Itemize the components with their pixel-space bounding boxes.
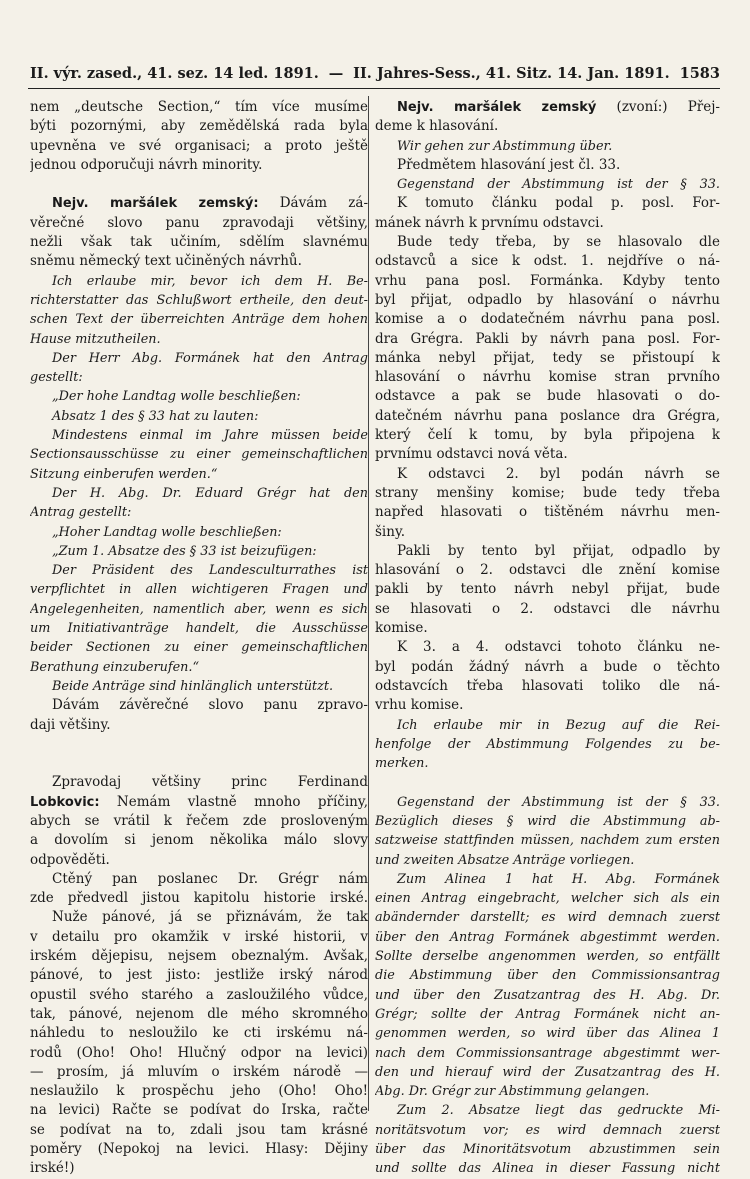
text-line — [375, 580, 720, 599]
text-line — [30, 1063, 368, 1082]
line-text: rodů (Oho! Oho! Hlučný odpor na levici) — [30, 1044, 368, 1061]
line-text: v detailu pro okamžik v irské historii, v — [30, 928, 368, 945]
line-text: opustil svého starého a zasloužilého vůdce, — [30, 986, 368, 1003]
line-text: Zum Alinea 1 hat H. Abg. Formánek — [397, 871, 720, 887]
text-line — [375, 98, 720, 117]
text-line — [30, 1005, 368, 1024]
line-text: Pakli by tento byl přijat, odpadlo by — [397, 542, 720, 559]
line-text: Ich erlaube mir in Bezug auf die Rei- — [397, 717, 720, 733]
text-line — [375, 638, 720, 657]
text-line — [30, 484, 368, 503]
line-text: Gegenstand der Abstimmung ist der § 33. — [397, 794, 720, 810]
line-text: Bezüglich dieses § wird die Abstimmung ab- — [375, 813, 720, 829]
text-line — [30, 1101, 368, 1120]
header-dash: — — [328, 64, 344, 82]
text-line — [375, 561, 720, 580]
text-line — [30, 503, 368, 522]
text-line — [30, 889, 368, 908]
line-text: verpflichtet in allen wichtigeren Fragen und — [30, 582, 368, 598]
line-text: Zpravodaj většiny princ Ferdinand — [52, 774, 368, 791]
line-text: Zum 2. Absatze liegt das gedruckte Mi- — [397, 1103, 720, 1119]
line-text: und sollte das Alinea in dieser Fassung nicht — [375, 1161, 720, 1177]
text-line — [30, 793, 368, 812]
line-text: prvnímu odstavci nová věta. — [375, 446, 568, 463]
line-text: irském dějepisu, nejsem obeznalým. Avšak, — [30, 948, 368, 965]
line-text: Sitzung einberufen werden.“ — [30, 466, 218, 482]
line-text: K odstavci 2. byl podán návrh se — [397, 465, 720, 482]
text-line — [375, 233, 720, 252]
line-text: odstavce a pak se bude hlasovati o do- — [375, 388, 720, 405]
text-line — [30, 291, 368, 310]
text-line — [30, 1159, 368, 1178]
text-line — [30, 214, 368, 233]
line-text: hlasování o návrhu komise stran prvního — [375, 369, 720, 386]
text-line — [375, 407, 720, 426]
text-line — [375, 716, 720, 735]
text-line — [375, 330, 720, 349]
line-text: Beide Anträge sind hinlänglich unterstützt. — [52, 678, 334, 694]
line-text: se podívat na to, zdali jsou tam krásné — [30, 1121, 368, 1138]
line-text: neslaužilo k prospěchu jeho (Oho! Oho! — [30, 1083, 368, 1100]
line-text: Mindestens einmal im Jahre müssen beide — [52, 428, 368, 444]
text-line — [375, 175, 720, 194]
line-text: sněmu německý text učiněných návrhů. — [30, 253, 302, 270]
line-text: nežli však tak učiním, sdělím slavnému — [30, 234, 368, 251]
header-german: II. Jahres-Sess., 41. Sitz. 14. Jan. 1891. — [353, 64, 670, 82]
text-line — [30, 465, 368, 484]
line-text: über den Antrag Formánek abgestimmt werden. — [375, 929, 720, 945]
text-line — [30, 696, 368, 715]
line-text: a dovolím si jenom několika málo slovy — [30, 832, 368, 849]
line-text: Hause mitzutheilen. — [30, 331, 161, 347]
left-column — [30, 98, 368, 1179]
line-text: byl podán žádný návrh a bude o těchto — [375, 658, 720, 675]
text-line — [30, 870, 368, 889]
line-text: K tomuto článku podal p. posl. For- — [397, 195, 720, 212]
line-text: napřed hlasovati o tištěném návrhu men- — [375, 504, 720, 521]
text-line — [30, 349, 368, 368]
line-text: Der Präsident des Landesculturrathes ist — [52, 563, 368, 579]
line-text: poměry (Nepokoj na levici. Hlasy: Dějiny — [30, 1141, 368, 1158]
text-line — [30, 1024, 368, 1043]
line-text: vrhu komise. — [375, 697, 464, 714]
line-text: „Der hohe Landtag wolle beschließen: — [52, 389, 301, 405]
text-line — [375, 1159, 720, 1178]
text-line — [375, 1140, 720, 1159]
text-line — [30, 542, 368, 561]
text-line — [30, 677, 368, 696]
line-text: mánka nebyl přijat, tedy se přistoupí k — [375, 349, 720, 366]
text-line — [375, 831, 720, 850]
line-text: Sollte derselbe angenommen werden, so entfällt — [375, 949, 720, 965]
line-text: jednou odporučuji návrh minority. — [30, 156, 263, 173]
line-text: abändernder darstellt; es wird demnach zuerst — [375, 910, 720, 926]
paragraph-gap — [375, 773, 720, 792]
line-text: Angelegenheiten, namentlich aber, wenn es sich — [30, 601, 368, 617]
line-text: Antrag gestellt: — [30, 505, 132, 521]
text-line — [375, 928, 720, 947]
header-czech: II. výr. zased., 41. sez. 14 led. 1891. — [30, 64, 319, 82]
text-line — [30, 1121, 368, 1140]
line-text: hlasování o 2. odstavci dle znění komise — [375, 562, 720, 579]
text-line — [30, 580, 368, 599]
text-line — [30, 812, 368, 831]
line-text: Dávám závěrečné slovo panu zpravo- — [52, 697, 368, 714]
text-line — [375, 137, 720, 156]
line-text: Dávám zá- — [258, 195, 368, 212]
line-text: Wir gehen zur Abstimmung über. — [397, 138, 613, 154]
line-text: se hlasovati o 2. odstavci dle návrhu — [375, 600, 720, 617]
line-text: který čelí k tomu, by byla připojena k — [375, 427, 720, 444]
line-text: Der H. Abg. Dr. Eduard Grégr hat den — [52, 485, 368, 501]
text-line — [30, 445, 368, 464]
line-text: šiny. — [375, 523, 406, 540]
text-line — [30, 156, 368, 175]
text-line — [375, 272, 720, 291]
line-text: Der Herr Abg. Formánek hat den Antrag — [52, 350, 368, 366]
line-text: satzweise stattfinden müssen, nachdem zum ersten — [375, 833, 720, 849]
text-line — [30, 600, 368, 619]
header-rule — [28, 88, 720, 89]
text-line — [375, 349, 720, 368]
line-text: pakli by tento návrh nebyl přijat, bude — [375, 581, 720, 598]
text-line — [375, 889, 720, 908]
text-line — [375, 484, 720, 503]
text-line — [375, 986, 720, 1005]
line-text: „Zum 1. Absatze des § 33 ist beizufügen: — [52, 543, 317, 559]
text-line — [30, 908, 368, 927]
line-text: Nemám vlastně mnoho příčiny, — [99, 793, 368, 810]
line-text: strany menšiny komise; bude tedy třeba — [375, 484, 720, 501]
text-line — [30, 523, 368, 542]
text-line — [375, 542, 720, 561]
line-text: und über den Zusatzantrag des H. Abg. Dr. — [375, 987, 720, 1003]
line-text: deme k hlasování. — [375, 118, 499, 135]
text-line — [30, 947, 368, 966]
text-line — [375, 677, 720, 696]
line-text: über das Minoritätsvotum abzustimmen sein — [375, 1142, 720, 1158]
line-text: mánek návrh k prvnímu odstavci. — [375, 214, 604, 231]
text-line — [30, 233, 368, 252]
line-text: Abg. Dr. Grégr zur Abstimmung gelangen. — [375, 1084, 650, 1100]
text-line — [30, 310, 368, 329]
column-divider — [368, 96, 369, 1111]
line-text: tak, pánové, nejenom dle mého skromného — [30, 1005, 368, 1022]
line-text: K 3. a 4. odstavci tohoto článku ne- — [397, 639, 720, 656]
line-text: náhledu to nesloužilo ke cti irskému ná- — [30, 1025, 368, 1042]
text-line — [375, 1101, 720, 1120]
line-text: dra Grégra. Pakli by návrh pana posl. For- — [375, 330, 720, 347]
text-line — [375, 908, 720, 927]
line-text: Ich erlaube mir, bevor ich dem H. Be- — [52, 273, 368, 289]
line-text: genommen werden, so wird über das Alinea 1 — [375, 1026, 720, 1042]
text-line — [375, 503, 720, 522]
speaker-name: Nejv. maršálek zemský — [397, 100, 597, 115]
line-text: schen Text der überreichten Anträge dem hohen — [30, 312, 368, 328]
line-text: richterstatter das Schlußwort ertheile, den deut- — [30, 292, 368, 308]
text-line — [30, 561, 368, 580]
text-line — [375, 600, 720, 619]
text-line — [30, 407, 368, 426]
text-line — [30, 272, 368, 291]
line-text: na levici) Račte se podívat do Irska, račte — [30, 1102, 368, 1119]
line-text: gestellt: — [30, 370, 83, 386]
text-line — [30, 1044, 368, 1063]
text-line — [30, 1082, 368, 1101]
line-text: nach dem Commissionsantrage abgestimmt wer- — [375, 1045, 720, 1061]
text-line — [30, 194, 368, 213]
text-line — [30, 117, 368, 136]
paragraph-gap — [30, 735, 368, 754]
text-line — [375, 194, 720, 213]
text-line — [375, 870, 720, 889]
line-text: die Abstimmung über den Commissionsantrag — [375, 968, 720, 984]
text-line — [30, 98, 368, 117]
text-line — [375, 696, 720, 715]
line-text: upevněna ve své organisaci; a proto ještě — [30, 137, 368, 154]
text-line — [30, 658, 368, 677]
line-text: odstavcích třeba hlasovati toliko dle ná- — [375, 677, 720, 694]
line-text: und zweiten Absatze Anträge vorliegen. — [375, 852, 635, 868]
text-line — [375, 426, 720, 445]
text-line — [30, 966, 368, 985]
text-line — [30, 137, 368, 156]
line-text: irské!) — [30, 1160, 75, 1177]
line-text: „Hoher Landtag wolle beschließen: — [52, 524, 282, 540]
line-text: Berathung einzuberufen.“ — [30, 659, 200, 675]
text-line — [30, 928, 368, 947]
line-text: beider Sectionen zu einer gemeinschaftlichen — [30, 640, 368, 656]
text-line — [30, 387, 368, 406]
text-line — [375, 851, 720, 870]
line-text: (zvoní:) Přej- — [596, 99, 720, 115]
speaker-name: Nejv. maršálek zemský: — [52, 196, 259, 212]
text-line — [30, 1140, 368, 1159]
line-text: Absatz 1 des § 33 hat zu lauten: — [52, 408, 259, 424]
text-line — [375, 1005, 720, 1024]
paragraph-gap — [30, 754, 368, 773]
line-text: věrečné slovo panu zpravodaji většiny, — [30, 214, 368, 231]
line-text: daji většiny. — [30, 716, 111, 733]
line-text: odstavců a sice k odst. 1. nejdříve o ná- — [375, 253, 720, 270]
line-text: vrhu pana posl. Formánka. Kdyby tento — [375, 272, 720, 289]
line-text: henfolge der Abstimmung Folgendes zu be- — [375, 736, 720, 752]
text-line — [375, 214, 720, 233]
page-header — [30, 62, 720, 84]
text-line — [375, 966, 720, 985]
line-text: abych se vrátil k řečem zde prosloveným — [30, 812, 368, 829]
line-text: zde předvedl jistou kapitolu historie irské. — [30, 890, 368, 907]
line-text: Grégr; sollte der Antrag Formánek nicht an- — [375, 1006, 720, 1022]
text-line — [30, 986, 368, 1005]
text-line — [375, 252, 720, 271]
line-text: noritätsvotum vor; es wird demnach zuerst — [375, 1122, 720, 1138]
text-line — [375, 310, 720, 329]
line-text: einen Antrag eingebracht, welcher sich als ein — [375, 891, 720, 907]
text-line — [375, 1082, 720, 1101]
right-column — [375, 98, 720, 1179]
text-line — [30, 368, 368, 387]
line-text: Sectionsausschüsse zu einer gemeinschaftlichen — [30, 447, 368, 463]
text-line — [30, 773, 368, 792]
text-line — [375, 812, 720, 831]
text-line — [375, 117, 720, 136]
line-text: býti pozornými, aby zemědělská rada byla — [30, 118, 368, 135]
text-line — [375, 465, 720, 484]
line-text: Předmětem hlasování jest čl. 33. — [397, 156, 621, 173]
text-line — [375, 523, 720, 542]
text-line — [375, 156, 720, 175]
text-line — [375, 1063, 720, 1082]
line-text: komise. — [375, 620, 428, 637]
line-text: nem „deutsche Section,“ tím více musíme — [30, 99, 368, 115]
line-text: um Initiativanträge handelt, die Ausschüsse — [30, 621, 368, 637]
line-text: odpověděti. — [30, 851, 110, 868]
line-text: Nuže pánové, já se přiznávám, že tak — [52, 909, 368, 926]
line-text: komise a o dodatečném návrhu pana posl. — [375, 311, 720, 328]
text-line — [375, 947, 720, 966]
text-line — [375, 658, 720, 677]
text-line — [375, 445, 720, 464]
line-text: datečném návrhu pana poslance dra Grégra, — [375, 407, 720, 424]
text-line — [30, 638, 368, 657]
line-text: den und hierauf wird der Zusatzantrag des H. — [375, 1064, 720, 1080]
text-line — [375, 1121, 720, 1140]
text-line — [375, 291, 720, 310]
text-line — [30, 619, 368, 638]
text-line — [30, 252, 368, 271]
line-text: merken. — [375, 756, 429, 772]
text-line — [375, 1024, 720, 1043]
line-text: byl přijat, odpadlo by hlasování o návrhu — [375, 291, 720, 308]
text-line — [375, 793, 720, 812]
text-line — [375, 387, 720, 406]
line-text: Ctěný pan poslanec Dr. Grégr nám — [52, 870, 368, 887]
text-line — [375, 754, 720, 773]
text-line — [375, 368, 720, 387]
speaker-name: Lobkovic: — [30, 794, 100, 810]
text-line — [30, 716, 368, 735]
text-line — [375, 1044, 720, 1063]
page-number: 1583 — [679, 64, 720, 82]
line-text: pánové, to jest jisto: jestliže irský národ — [30, 967, 368, 984]
text-line — [30, 426, 368, 445]
text-line — [30, 851, 368, 870]
text-line — [375, 735, 720, 754]
paragraph-gap — [30, 175, 368, 194]
text-line — [30, 330, 368, 349]
line-text: Gegenstand der Abstimmung ist der § 33. — [397, 177, 720, 193]
text-line — [375, 619, 720, 638]
line-text: — prosím, já mluvím o irském národě — — [30, 1063, 368, 1080]
text-line — [30, 831, 368, 850]
line-text: Bude tedy třeba, by se hlasovalo dle — [397, 234, 720, 251]
